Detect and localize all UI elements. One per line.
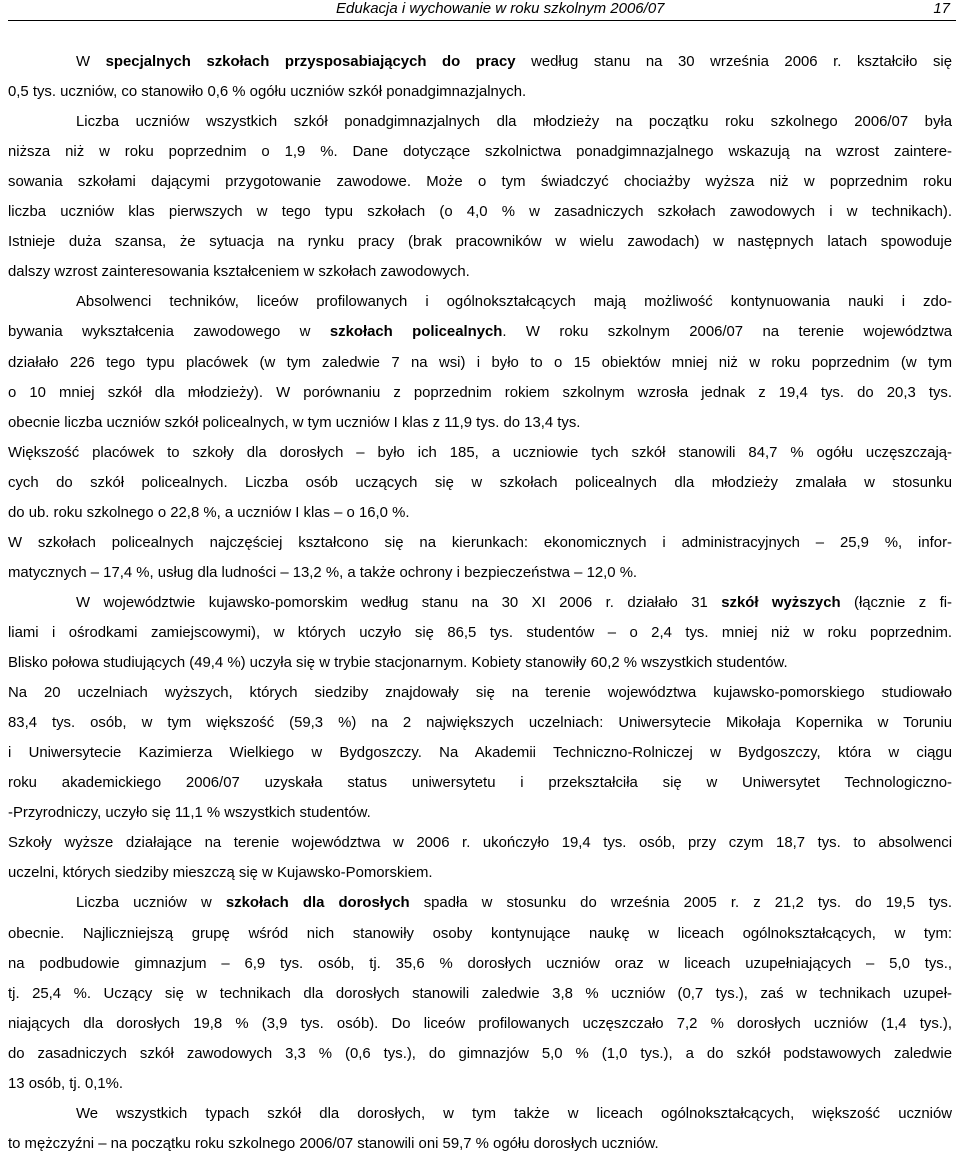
- text-segment: Absolwenci techników, liceów profilowanych i ogólnokształcących mają możliwość kontynuowania nauki i zdo-: [76, 294, 952, 311]
- running-header: [8, 0, 956, 21]
- text-line: [8, 803, 952, 823]
- text-line: [76, 1104, 952, 1124]
- text-segment: . W roku szkolnym 2006/07 na terenie województwa: [502, 324, 952, 341]
- text-line: [8, 743, 952, 763]
- text-line: [8, 383, 952, 403]
- text-segment: Istnieje duża szansa, że sytuacja na rynku pracy (brak pracowników w wielu zawodach) w następnych latach spowoduje: [8, 234, 952, 251]
- text-line: [8, 924, 952, 944]
- text-line: [8, 533, 952, 553]
- text-line: [8, 833, 952, 853]
- text-line: [8, 473, 952, 493]
- text-line: [8, 1044, 952, 1064]
- text-segment: niających dla dorosłych 19,8 % (3,9 tys. osób). Do liceów profilowanych uczęszczało 7,2 % dorosłych uczniów (1,4 tys.),: [8, 1015, 952, 1032]
- text-line: [8, 142, 952, 162]
- text-line: [76, 112, 952, 132]
- text-segment: Szkoły wyższe działające na terenie województwa w 2006 r. ukończyło 19,4 tys. osób, przy czym 18,7 tys. to absolwenci: [8, 835, 952, 852]
- text-segment: 83,4 tys. osób, w tym większość (59,3 %) na 2 największych uczelniach: Uniwersytecie Mikołaja Kopernika w Toruniu: [8, 715, 952, 732]
- text-line: [8, 1134, 952, 1154]
- text-line: [8, 954, 952, 974]
- text-segment: -Przyrodniczy, uczyło się 11,1 % wszystkich studentów.: [8, 805, 371, 822]
- text-segment: tj. 25,4 %. Uczący się w technikach dla dorosłych stanowili zaledwie 3,8 % uczniów (0,7 tys.), zaś w technikach uzupeł-: [8, 985, 952, 1002]
- text-line: [8, 172, 952, 192]
- text-line: [8, 683, 952, 703]
- text-segment: do ub. roku szkolnego o 22,8 %, a uczniów I klas – o 16,0 %.: [8, 504, 410, 521]
- text-segment: działało 226 tego typu placówek (w tym zaledwie 7 na wsi) i było to o 15 obiektów mniej niż w roku poprzednim (w tym: [8, 354, 952, 371]
- text-segment: obecnie liczba uczniów szkół policealnych, w tym uczniów I klas z 11,9 tys. do 13,4 tys.: [8, 414, 581, 431]
- header-title: Edukacja i wychowanie w roku szkolnym 2006/07: [336, 0, 665, 17]
- text-line: [8, 1074, 952, 1094]
- bold-term: szkołach policealnych: [329, 324, 503, 341]
- text-line: [8, 353, 952, 373]
- text-segment: bywania wykształcenia zawodowego w: [8, 324, 330, 341]
- text-segment: uczelni, których siedziby mieszczą się w Kujawsko-Pomorskiem.: [8, 865, 433, 882]
- text-segment: W szkołach policealnych najczęściej kształcono się na kierunkach: ekonomicznych i administracyjnych – 25,9 %, infor-: [8, 534, 952, 551]
- text-line: [76, 52, 952, 72]
- text-line: [8, 563, 952, 583]
- text-segment: spadła w stosunku do września 2005 r. z 21,2 tys. do 19,5 tys.: [409, 895, 952, 912]
- text-segment: We wszystkich typach szkół dla dorosłych, w tym także w liceach ogólnokształcących, większość uczniów: [76, 1105, 952, 1122]
- text-segment: Na 20 uczelniach wyższych, których siedziby znajdowały się na terenie województwa kujawsko-pomorskiego studiowało: [8, 685, 952, 702]
- text-segment: cych do szkół policealnych. Liczba osób uczących się w szkołach policealnych dla młodzieży zmalała w stosunku: [8, 474, 952, 491]
- text-segment: liami i ośrodkami zamiejscowymi), w których uczyło się 86,5 tys. studentów – o 2,4 tys. mniej niż w roku poprzednim.: [8, 625, 952, 641]
- text-segment: 0,5 tys. uczniów, co stanowiło 0,6 % ogółu uczniów szkół ponadgimnazjalnych.: [8, 84, 527, 100]
- text-segment: (łącznie z fi-: [840, 594, 952, 611]
- text-line: [8, 713, 952, 733]
- text-segment: o 10 mniej szkół dla młodzieży). W porównaniu z poprzednim rokiem szkolnym wzrosła jednak z 19,4 tys. do 20,3 tys.: [8, 384, 952, 401]
- text-segment: 13 osób, tj. 0,1%.: [8, 1075, 124, 1092]
- bold-term: szkół wyższych: [721, 594, 841, 611]
- text-segment: sowania szkołami dającymi przygotowanie zawodowe. Może o tym świadczyć chociażby wyższa niż w poprzednim roku: [8, 174, 952, 191]
- text-segment: obecnie. Najliczniejszą grupę wśród nich stanowiły osoby kontynujące naukę w liceach ogólnokształcących, w tym:: [8, 925, 952, 942]
- text-line: [8, 262, 952, 282]
- text-line: [8, 82, 952, 102]
- text-segment: do zasadniczych szkół zawodowych 3,3 % (0,6 tys.), do gimnazjów 5,0 % (1,0 tys.), a do szkół podstawowych zaledwie: [8, 1045, 952, 1062]
- text-line: [8, 863, 952, 883]
- text-segment: liczba uczniów klas pierwszych w tego typu szkołach (o 4,0 % w zasadniczych szkołach zawodowych i w technikach).: [8, 204, 952, 221]
- text-segment: Większość placówek to szkoły dla dorosłych – było ich 185, a uczniowie tych szkół stanowili 84,7 % ogółu uczęszczają-: [8, 444, 952, 461]
- text-segment: niższa niż w roku poprzednim o 1,9 %. Dane dotyczące szkolnictwa ponadgimnazjalnego wskazują na wzrost zaintere-: [8, 144, 952, 161]
- text-line: [8, 503, 952, 523]
- text-segment: według stanu na 30 września 2006 r. kształciło się: [515, 54, 952, 70]
- text-segment: roku akademickiego 2006/07 uzyskała status uniwersytetu i przekształciła się w Uniwersytet Technologiczno-: [8, 775, 952, 792]
- text-line: [8, 1014, 952, 1034]
- text-line: [76, 593, 952, 613]
- bold-term: szkołach dla dorosłych: [225, 895, 410, 912]
- text-line: [76, 893, 952, 913]
- text-line: [8, 773, 952, 793]
- text-line: [8, 653, 952, 673]
- text-segment: i Uniwersytecie Kazimierza Wielkiego w Bydgoszczy. Na Akademii Techniczno-Rolniczej w Bydgoszczy, która w ciągu: [8, 745, 952, 762]
- text-line: [8, 413, 952, 433]
- text-segment: matycznych – 17,4 %, usług dla ludności – 13,2 %, a także ochrony i bezpieczeństwa – 12,0 %.: [8, 564, 638, 581]
- text-segment: W województwie kujawsko-pomorskim według stanu na 30 XI 2006 r. działało 31: [76, 594, 722, 611]
- text-line: [8, 322, 952, 342]
- text-line: [8, 443, 952, 463]
- page-number: 17: [933, 0, 950, 17]
- text-segment: to mężczyźni – na początku roku szkolnego 2006/07 stanowili oni 59,7 % ogółu dorosłych uczniów.: [8, 1135, 659, 1152]
- text-segment: na podbudowie gimnazjum – 6,9 tys. osób, tj. 35,6 % dorosłych uczniów oraz w liceach uzupełniających – 5,0 tys.,: [8, 955, 952, 972]
- text-line: [8, 623, 952, 643]
- text-line: [8, 202, 952, 222]
- text-segment: Liczba uczniów wszystkich szkół ponadgimnazjalnych dla młodzieży na początku roku szkolnego 2006/07 była: [76, 114, 952, 131]
- text-segment: Liczba uczniów w: [76, 895, 226, 912]
- text-segment: Blisko połowa studiujących (49,4 %) uczyła się w trybie stacjonarnym. Kobiety stanowiły 60,2 % wszystkich studentów.: [8, 655, 788, 671]
- bold-term: specjalnych szkołach przysposabiających do pracy: [105, 54, 516, 70]
- text-line: [8, 232, 952, 252]
- text-line: [8, 984, 952, 1004]
- text-line: [76, 292, 952, 312]
- text-segment: W: [76, 54, 106, 70]
- text-segment: dalszy wzrost zainteresowania kształceniem w szkołach zawodowych.: [8, 264, 470, 281]
